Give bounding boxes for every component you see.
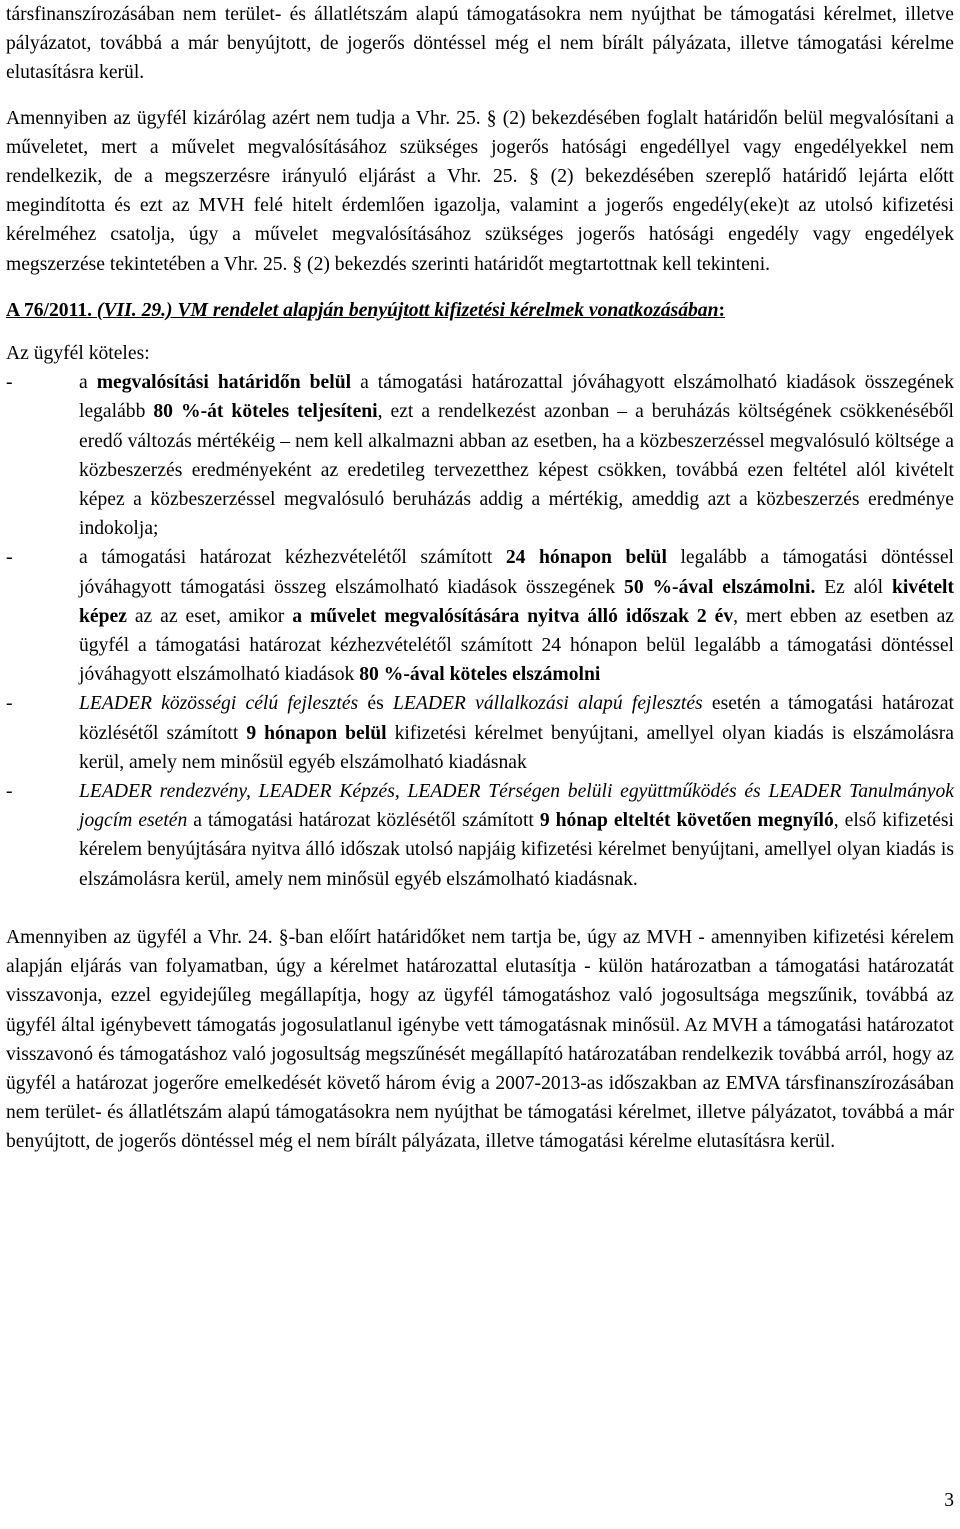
heading-colon: :: [718, 299, 726, 321]
heading-decree-number: A 76/2011.: [6, 299, 97, 321]
paragraph-revocation: Amennyiben az ügyfél a Vhr. 24. §-ban előírt határidőket nem tartja be, úgy az MVH - amennyiben kifizetési kérelem alapján eljárás van folyamatban, úgy a kérelmet határozattal elutasítja - külön határozatban a támogatási határozatát visszavonja, ezzel egyidejűleg megállapítja, hogy az ügyfél támogatáshoz való jogosultsága megszűnik, továbbá az ügyfél által igénybevett támogatás jogosulatlanul igénybe vett támogatásnak minősül. Az MVH a támogatási határozatot visszavonó és támogatáshoz való jogosultság megszűnését megállapító határozatában rendelkezik továbbá arról, hogy az ügyfél a határozat jogerőre emelkedését követő három évig a 2007-2013-as időszakban az EMVA társfinanszírozásában nem terület- és állatlétszám alapú támogatásokra nem nyújthat be támogatási kérelmet, illetve pályázatot, továbbá a már benyújtott, de jogerős döntéssel még el nem bírált pályázata, illetve támogatási kérelme elutasításra kerül.: [6, 926, 954, 1153]
list-dash: -: [6, 372, 13, 394]
list-item: - a támogatási határozat kézhezvételétől számított 24 hónapon belül legalább a támogatási döntéssel jóváhagyott támogatási összeg elszámolható kiadások összegének 50 %-ával elszámolni. Ez alól kivételt képez az az eset, amikor a művelet megvalósítására nyitva álló időszak 2 év, mert ebben az esetben az ügyfél a támogatási határozat kézhezvételétől számított 24 hónapon belül legalább a támogatási döntéssel jóváhagyott elszámolható kiadások 80 %-ával köteles elszámolni: [6, 543, 954, 689]
obligations-lead: Az ügyfél köteles:: [6, 343, 150, 365]
paragraph-deadline-exception: Amennyiben az ügyfél kizárólag azért nem tudja a Vhr. 25. § (2) bekezdésében foglalt határidőn belül megvalósítani a műveletet, mert a művelet megvalósításához szükséges jogerős hatósági engedéllyel vagy engedélyekkel nem rendelkezik, de a megszerzésre irányuló eljárást a Vhr. 25. § (2) bekezdésében szereplő határidő lejárta előtt megindította és ezt az MVH felé hitelt érdemlően igazolja, valamint a jogerős engedély(eke)t az utolsó kifizetési kérelméhez csatolja, úgy a művelet megvalósításához szükséges jogerős hatósági engedély vagy engedélyek megszerzése tekintetében a Vhr. 25. § (2) bekezdés szerinti határidőt megtartottnak kell tekinteni.: [6, 107, 954, 275]
paragraph-continuation: társfinanszírozásában nem terület- és állatlétszám alapú támogatásokra nem nyújthat be támogatási kérelmet, illetve pályázatot, továbbá a már benyújtott, de jogerős döntéssel még el nem bírált pályázata, illetve támogatási kérelme elutasításra kerül.: [6, 4, 954, 84]
list-dash: -: [6, 693, 13, 715]
list-dash: -: [6, 781, 13, 803]
list-item: - LEADER közösségi célú fejlesztés és LEADER vállalkozási alapú fejlesztés esetén a támogatási határozat közlésétől számított 9 hónapon belül kifizetési kérelmet benyújtani, amellyel olyan kiadás is elszámolásra kerül, amely nem minősül egyéb elszámolható kiadásnak: [6, 689, 954, 777]
list-item: - a megvalósítási határidőn belül a támogatási határozattal jóváhagyott elszámolható kiadások összegének legalább 80 %-át köteles teljesíteni, ezt a rendelkezést azonban – a beruházás költségének csökkenéséből eredő változás mértékéig – nem kell alkalmazni abban az esetben, ha a közbeszerzéssel megvalósuló költsége a közbeszerzés eredményeként az eredetileg tervezetthez képest csökken, továbbá ezen feltétel alól kivételt képez a közbeszerzéssel megvalósuló beruházás addig a mértékig, ameddig azt a közbeszerzés eredménye indokolja;: [6, 368, 954, 543]
list-dash: -: [6, 547, 13, 569]
obligations-list: [6, 368, 954, 894]
section-heading: [6, 296, 954, 325]
document-page: [6, 0, 954, 1157]
page-number: 3: [944, 1490, 954, 1511]
list-item: - LEADER rendezvény, LEADER Képzés, LEADER Térségen belüli együttműködés és LEADER Tanulmányok jogcím esetén a támogatási határozat közlésétől számított 9 hónap elteltét követően megnyíló, első kifizetési kérelem benyújtására nyitva álló időszak utolsó napjáig kifizetési kérelmet benyújtani, amellyel olyan kiadás is elszámolásra kerül, amely nem minősül egyéb elszámolható kiadásnak.: [6, 777, 954, 894]
heading-decree-title: (VII. 29.) VM rendelet alapján benyújtott kifizetési kérelmek vonatkozásában: [96, 299, 719, 321]
